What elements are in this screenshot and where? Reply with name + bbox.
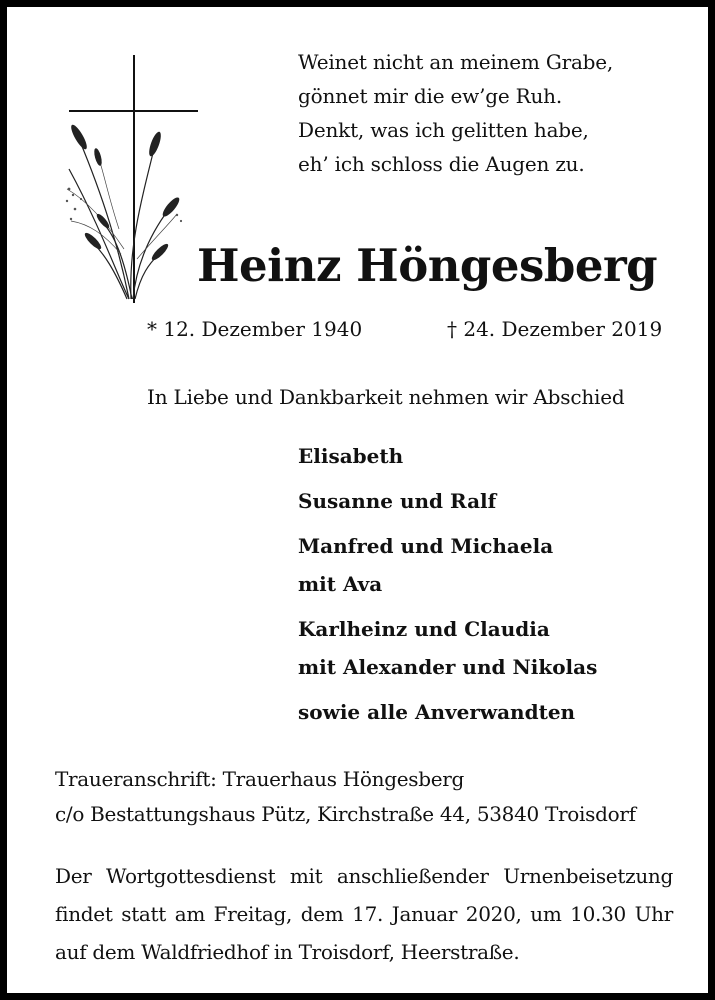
service-line: Der Wortgottesdienst mit anschließender Urnenbeisetzung bbox=[55, 864, 673, 888]
mourner-group bbox=[298, 437, 597, 475]
poem-line: Denkt, was ich gelitten habe, bbox=[298, 118, 589, 142]
mourner-line: Karlheinz und Claudia bbox=[298, 617, 550, 641]
poem bbox=[298, 45, 613, 181]
mourner-line: mit Ava bbox=[298, 572, 383, 596]
mourner-line: Susanne und Ralf bbox=[298, 489, 497, 513]
cross-with-wheat-icon bbox=[59, 49, 209, 309]
mourning-address bbox=[55, 762, 636, 832]
deceased-name: Heinz Höngesberg bbox=[197, 239, 658, 292]
mourner-group bbox=[298, 527, 597, 603]
mourner-line: Elisabeth bbox=[298, 444, 404, 468]
address-line: c/o Bestattungshaus Pütz, Kirchstraße 44, 53840 Troisdorf bbox=[55, 802, 636, 826]
poem-line: Weinet nicht an meinem Grabe, bbox=[298, 50, 614, 74]
mourner-group bbox=[298, 482, 597, 520]
service-line: auf dem Waldfriedhof in Troisdorf, Heerstraße. bbox=[55, 940, 520, 964]
mourner-group bbox=[298, 610, 597, 686]
mourner-line: sowie alle Anverwandten bbox=[298, 700, 576, 724]
mourner-group bbox=[298, 693, 597, 731]
farewell-intro: In Liebe und Dankbarkeit nehmen wir Abschied bbox=[147, 385, 625, 409]
address-line: Traueranschrift: Trauerhaus Höngesberg bbox=[55, 767, 465, 791]
death-date: † 24. Dezember 2019 bbox=[447, 317, 663, 341]
mourners-list bbox=[298, 437, 597, 738]
mourner-line: Manfred und Michaela bbox=[298, 534, 554, 558]
birth-date: * 12. Dezember 1940 bbox=[147, 317, 363, 341]
poem-line: gönnet mir die ew’ge Ruh. bbox=[298, 84, 562, 108]
mourner-line: mit Alexander und Nikolas bbox=[298, 655, 598, 679]
poem-line: eh’ ich schloss die Augen zu. bbox=[298, 152, 585, 176]
service-info bbox=[55, 857, 673, 971]
service-line: findet statt am Freitag, dem 17. Januar 2020, um 10.30 Uhr bbox=[55, 902, 673, 926]
